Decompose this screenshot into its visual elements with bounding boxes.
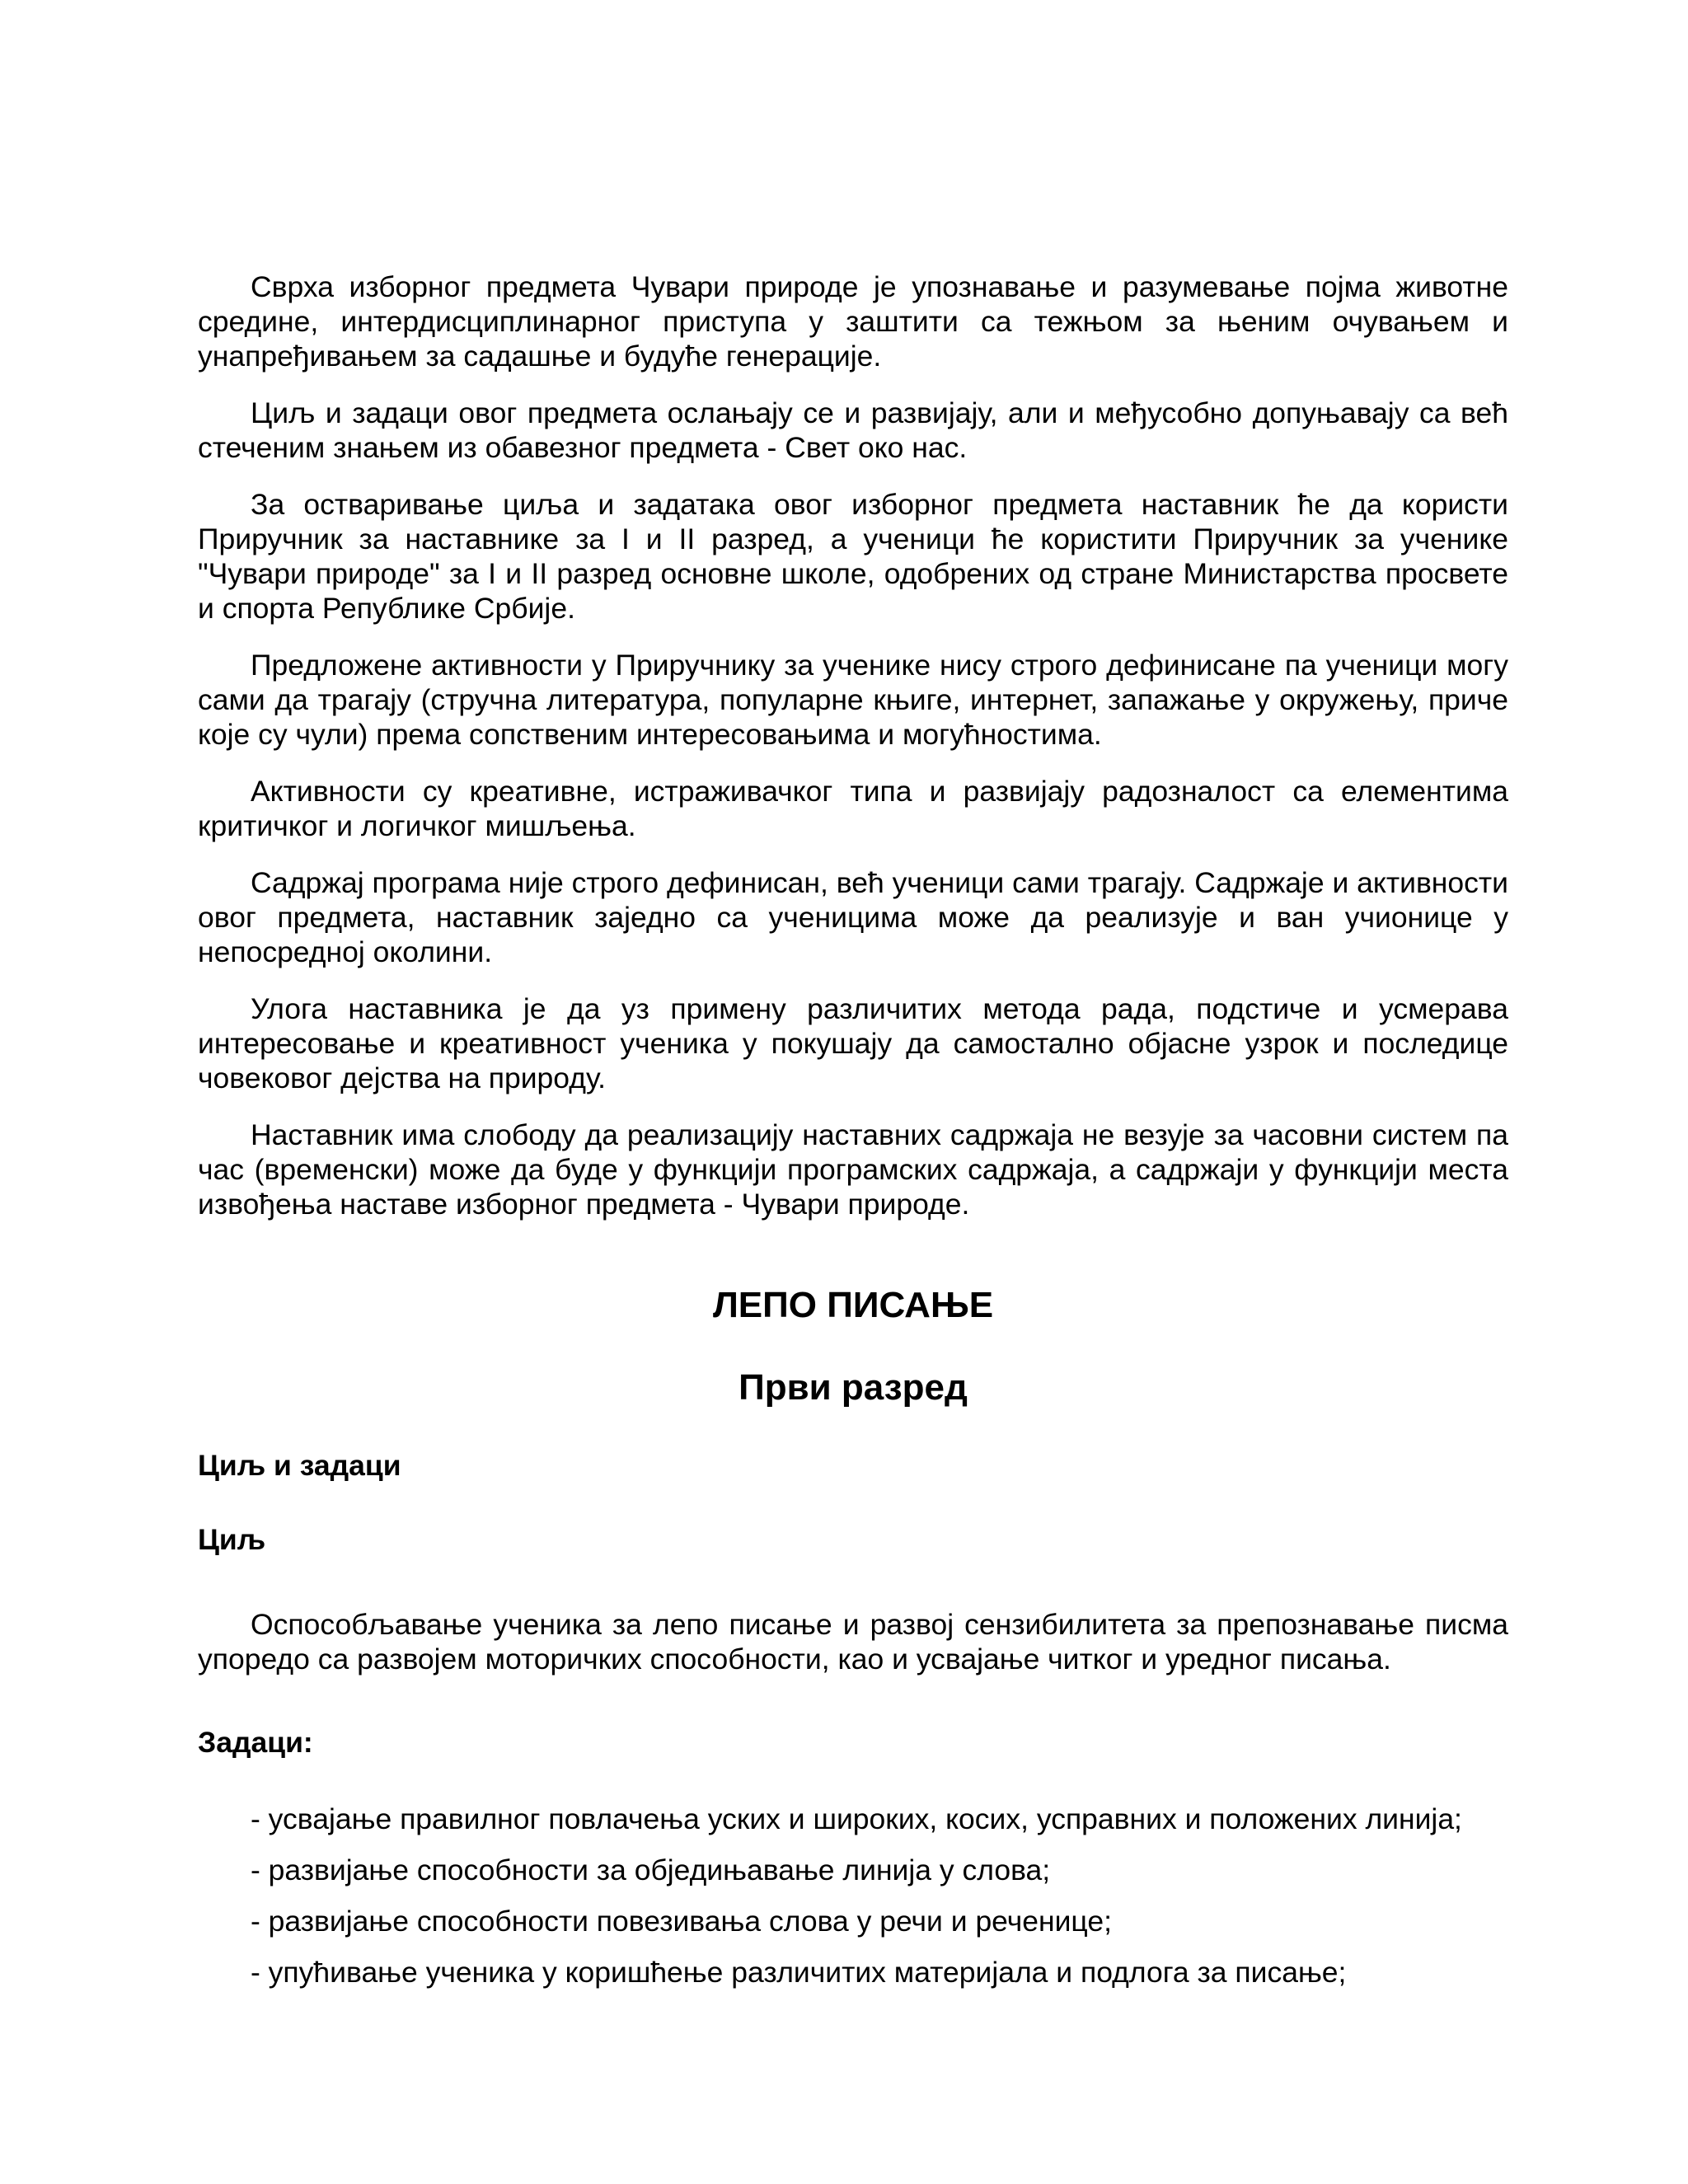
section-title: ЛЕПО ПИСАЊЕ	[712, 1285, 994, 1325]
intro-paragraph-4: Предложене активности у Приручнику за ученике нису строго дефинисане па ученици могу сами да трагају (стручна литература, популарне књиге, интернет, запажање у окружењу, приче које су чули) према сопственим интересовањима и могућностима.	[198, 649, 1508, 751]
tasks-list	[198, 1802, 1508, 1990]
task-item: - упућивање ученика у коришћење различитих материјала и подлога за писање;	[251, 1956, 1347, 1989]
task-item: - развијање способности повезивања слова у речи и реченице;	[251, 1905, 1112, 1938]
tasks-heading: Задаци:	[198, 1726, 313, 1759]
section-subtitle: Први разред	[738, 1367, 968, 1408]
goals-heading: Циљ и задаци	[198, 1449, 401, 1482]
document-page	[198, 269, 1508, 2006]
intro-paragraph-2: Циљ и задаци овог предмета ослањају се и развијају, али и међусобно допуњавају са већ стеченим знањем из обавезног предмета - Свет око нас.	[198, 396, 1508, 464]
intro-paragraph-3: За остваривање циља и задатака овог изборног предмета наставник ће да користи Приручник за наставнике за I и II разред, а ученици ће користити Приручник за ученике "Чувари природе" за I и II разред основне школе, одобрених од стране Министарства просвете и спорта Републике Србије.	[198, 488, 1508, 625]
intro-paragraph-1: Сврха изборног предмета Чувари природе је упознавање и разумевање појма животне средине, интердисциплинарног приступа у заштити са тежњом за њеним очувањем и унапређивањем за садашње и будуће генерације.	[198, 270, 1508, 373]
task-item: - развијање способности за обједињавање линија у слова;	[251, 1854, 1051, 1886]
intro-paragraph-8: Наставник има слободу да реализацију наставних садржаја не везује за часовни систем па час (временски) може да буде у функцији програмских садржаја, а садржаји у функцији места извођења наставе изборног предмета - Чувари природе.	[198, 1118, 1508, 1221]
goal-paragraph: Оспособљавање ученика за лепо писање и развој сензибилитета за препознавање писма упоредо са развојем моторичких способности, као и усвајање читког и уредног писања.	[198, 1608, 1508, 1675]
goal-heading: Циљ	[198, 1523, 266, 1556]
intro-paragraph-7: Улога наставника је да уз примену различитих метода рада, подстиче и усмерава интересовање и креативност ученика у покушају да самостално објасне узрок и последице човековог дејства на природу.	[198, 992, 1508, 1094]
intro-paragraph-5: Активности су креативне, истраживачког типа и развијају радозналост са елементима критичког и логичког мишљења.	[198, 775, 1508, 842]
intro-paragraph-6: Садржај програма није строго дефинисан, већ ученици сами трагају. Садржаје и активности овог предмета, наставник заједно са ученицима може да реализује и ван учионице у непосредној околини.	[198, 866, 1508, 968]
task-item: - усвајање правилног повлачења уских и широких, косих, усправних и положених линија;	[251, 1802, 1462, 1835]
